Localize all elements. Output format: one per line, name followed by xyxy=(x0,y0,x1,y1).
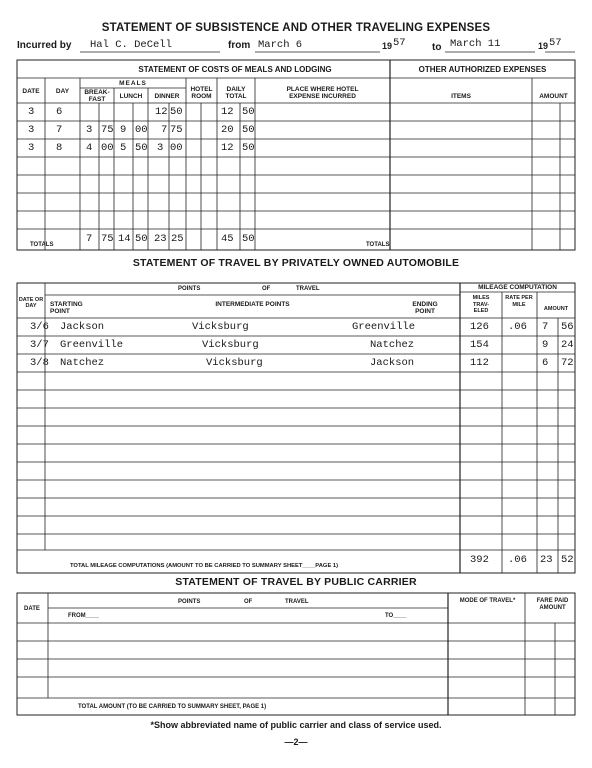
meals-section-title: STATEMENT OF COSTS OF MEALS AND LODGING xyxy=(138,65,332,74)
auto-row-2-miles[interactable]: 154 xyxy=(470,339,489,351)
auto-col-points: POINTS xyxy=(178,286,201,292)
col-day: DAY xyxy=(55,88,70,95)
col-date: DATE xyxy=(22,88,40,95)
meal-row-1-dinner-c[interactable]: 50 xyxy=(170,106,183,118)
auto-col-ending: ENDING POINT xyxy=(412,301,438,315)
auto-row-3-amount-d[interactable]: 6 xyxy=(542,357,549,369)
col-place: PLACE WHERE HOTEL EXPENSE INCURRED xyxy=(286,86,359,100)
auto-col-travel: TRAVEL xyxy=(296,286,320,292)
year-prefix-2: 19 xyxy=(538,41,549,51)
meal-row-2-bkfst-d[interactable]: 3 xyxy=(86,124,93,136)
auto-row-2-end[interactable]: Natchez xyxy=(370,339,415,351)
carrier-col-to: TO____ xyxy=(385,613,407,619)
meal-row-2-day[interactable]: 7 xyxy=(56,124,63,136)
carrier-col-date: DATE xyxy=(24,606,40,612)
year-2[interactable]: 57 xyxy=(549,37,562,49)
meal-row-2-bkfst-c[interactable]: 75 xyxy=(101,124,114,136)
auto-col-mileage: MILEAGE COMPUTATION xyxy=(478,284,557,291)
auto-total-miles[interactable]: 392 xyxy=(470,554,489,566)
totals-lunch-c[interactable]: 50 xyxy=(135,233,148,245)
totals-lunch-d[interactable]: 14 xyxy=(118,233,131,245)
other-totals-label: TOTALS xyxy=(366,242,390,248)
carrier-total-label: TOTAL AMOUNT (TO BE CARRIED TO SUMMARY SHEET, PAGE 1) xyxy=(78,704,267,710)
totals-daily-d[interactable]: 45 xyxy=(221,233,234,245)
auto-row-2-amount-c[interactable]: 24 xyxy=(561,339,574,351)
auto-row-1-miles[interactable]: 126 xyxy=(470,321,489,333)
meal-row-3-lunch-c[interactable]: 50 xyxy=(135,142,148,154)
year-prefix-1: 19 xyxy=(382,41,393,51)
from-date[interactable]: March 6 xyxy=(258,39,303,51)
auto-row-1-rate[interactable]: .06 xyxy=(508,321,527,333)
auto-row-3-miles[interactable]: 112 xyxy=(470,357,489,369)
meal-row-2-total-c[interactable]: 50 xyxy=(242,124,255,136)
auto-col-amount: AMOUNT xyxy=(543,306,569,312)
carrier-section-title: STATEMENT OF TRAVEL BY PUBLIC CARRIER xyxy=(175,576,417,588)
col-lunch: LUNCH xyxy=(119,93,143,100)
meal-row-3-lunch-d[interactable]: 5 xyxy=(120,142,127,154)
page-number: —2— xyxy=(284,737,308,747)
auto-col-miles: MILES TRAV-ELED xyxy=(472,295,490,314)
carrier-col-points: POINTS xyxy=(178,599,201,605)
totals-daily-c[interactable]: 50 xyxy=(242,233,255,245)
col-dinner: DINNER xyxy=(154,93,180,100)
auto-row-3-start[interactable]: Natchez xyxy=(60,357,105,369)
meal-row-3-dinner-c[interactable]: 00 xyxy=(170,142,183,154)
auto-row-3-date[interactable]: 3/8 xyxy=(30,357,49,369)
meal-row-3-bkfst-d[interactable]: 4 xyxy=(86,142,93,154)
meal-row-3-total-d[interactable]: 12 xyxy=(221,142,234,154)
col-meals: MEALS xyxy=(119,80,147,87)
col-breakfast: BREAK-FAST xyxy=(84,89,110,103)
auto-row-1-mid[interactable]: Vicksburg xyxy=(192,321,249,333)
col-daily: DAILY TOTAL xyxy=(225,86,247,100)
meal-row-1-date[interactable]: 3 xyxy=(28,106,35,118)
auto-total-label: TOTAL MILEAGE COMPUTATIONS (AMOUNT TO BE CARRIED TO SUMMARY SHEET____PAGE 1) xyxy=(70,563,339,569)
col-amount: AMOUNT xyxy=(539,93,568,100)
auto-total-amount-c[interactable]: 52 xyxy=(561,554,574,566)
auto-row-3-amount-c[interactable]: 72 xyxy=(561,357,574,369)
totals-dinner-d[interactable]: 23 xyxy=(154,233,167,245)
meal-row-2-date[interactable]: 3 xyxy=(28,124,35,136)
auto-col-date: DATE OR DAY xyxy=(18,297,44,309)
incurred-by-label: Incurred by xyxy=(17,40,72,51)
year-1[interactable]: 57 xyxy=(393,37,406,49)
meal-row-2-dinner-d[interactable]: 7 xyxy=(161,124,168,136)
auto-row-2-mid[interactable]: Vicksburg xyxy=(202,339,259,351)
meal-row-3-dinner-d[interactable]: 3 xyxy=(157,142,164,154)
carrier-col-from: FROM____ xyxy=(68,613,100,619)
totals-bkfst-c[interactable]: 75 xyxy=(101,233,114,245)
auto-row-1-start[interactable]: Jackson xyxy=(60,321,105,333)
meal-row-1-total-c[interactable]: 50 xyxy=(242,106,255,118)
from-label: from xyxy=(228,40,251,51)
incurred-by-value[interactable]: Hal C. DeCell xyxy=(90,39,172,51)
auto-col-intermediate: INTERMEDIATE POINTS xyxy=(215,301,290,308)
meal-row-1-dinner-d[interactable]: 12 xyxy=(155,106,168,118)
auto-section-title: STATEMENT OF TRAVEL BY PRIVATELY OWNED AUTOMOBILE xyxy=(132,257,460,269)
meal-row-2-lunch-c[interactable]: 00 xyxy=(135,124,148,136)
meal-row-2-dinner-c[interactable]: 75 xyxy=(170,124,183,136)
meal-row-3-day[interactable]: 8 xyxy=(56,142,63,154)
form-title: STATEMENT OF SUBSISTENCE AND OTHER TRAVELING EXPENSES xyxy=(101,22,491,34)
meal-row-3-date[interactable]: 3 xyxy=(28,142,35,154)
meals-totals-label: TOTALS xyxy=(30,242,54,248)
to-date[interactable]: March 11 xyxy=(450,38,501,50)
auto-row-3-mid[interactable]: Vicksburg xyxy=(206,357,263,369)
to-label: to xyxy=(432,42,442,53)
footnote: *Show abbreviated name of public carrier and class of service used. xyxy=(150,720,442,730)
carrier-col-fare: FARE PAID AMOUNT xyxy=(536,598,569,611)
col-hotel: HOTEL ROOM xyxy=(190,86,213,100)
auto-row-3-end[interactable]: Jackson xyxy=(370,357,415,369)
totals-bkfst-d[interactable]: 7 xyxy=(86,233,93,245)
auto-row-1-amount-c[interactable]: 56 xyxy=(561,321,574,333)
auto-row-2-start[interactable]: Greenville xyxy=(60,339,124,351)
auto-total-rate[interactable]: .06 xyxy=(508,554,527,566)
meal-row-2-total-d[interactable]: 20 xyxy=(221,124,234,136)
meal-row-1-day[interactable]: 6 xyxy=(56,106,63,118)
col-items: ITEMS xyxy=(451,93,471,100)
meal-row-2-lunch-d[interactable]: 9 xyxy=(120,124,127,136)
meal-row-1-total-d[interactable]: 12 xyxy=(221,106,234,118)
auto-row-2-date[interactable]: 3/7 xyxy=(30,339,49,351)
other-expenses-title: OTHER AUTHORIZED EXPENSES xyxy=(418,65,547,74)
auto-col-rate: RATE PER MILE xyxy=(505,295,533,308)
auto-col-of: OF xyxy=(262,286,271,292)
auto-row-2-amount-d[interactable]: 9 xyxy=(542,339,549,351)
meal-row-3-total-c[interactable]: 50 xyxy=(242,142,255,154)
carrier-col-of: OF xyxy=(244,599,253,605)
auto-row-1-date[interactable]: 3/6 xyxy=(30,321,49,333)
meal-row-3-bkfst-c[interactable]: 00 xyxy=(101,142,114,154)
auto-row-1-amount-d[interactable]: 7 xyxy=(542,321,549,333)
carrier-col-mode: MODE OF TRAVEL* xyxy=(459,598,516,604)
auto-col-starting: STARTING POINT xyxy=(50,301,83,315)
auto-row-1-end[interactable]: Greenville xyxy=(352,321,416,333)
totals-dinner-c[interactable]: 25 xyxy=(171,233,184,245)
carrier-col-travel: TRAVEL xyxy=(285,599,309,605)
auto-total-amount-d[interactable]: 23 xyxy=(540,554,553,566)
